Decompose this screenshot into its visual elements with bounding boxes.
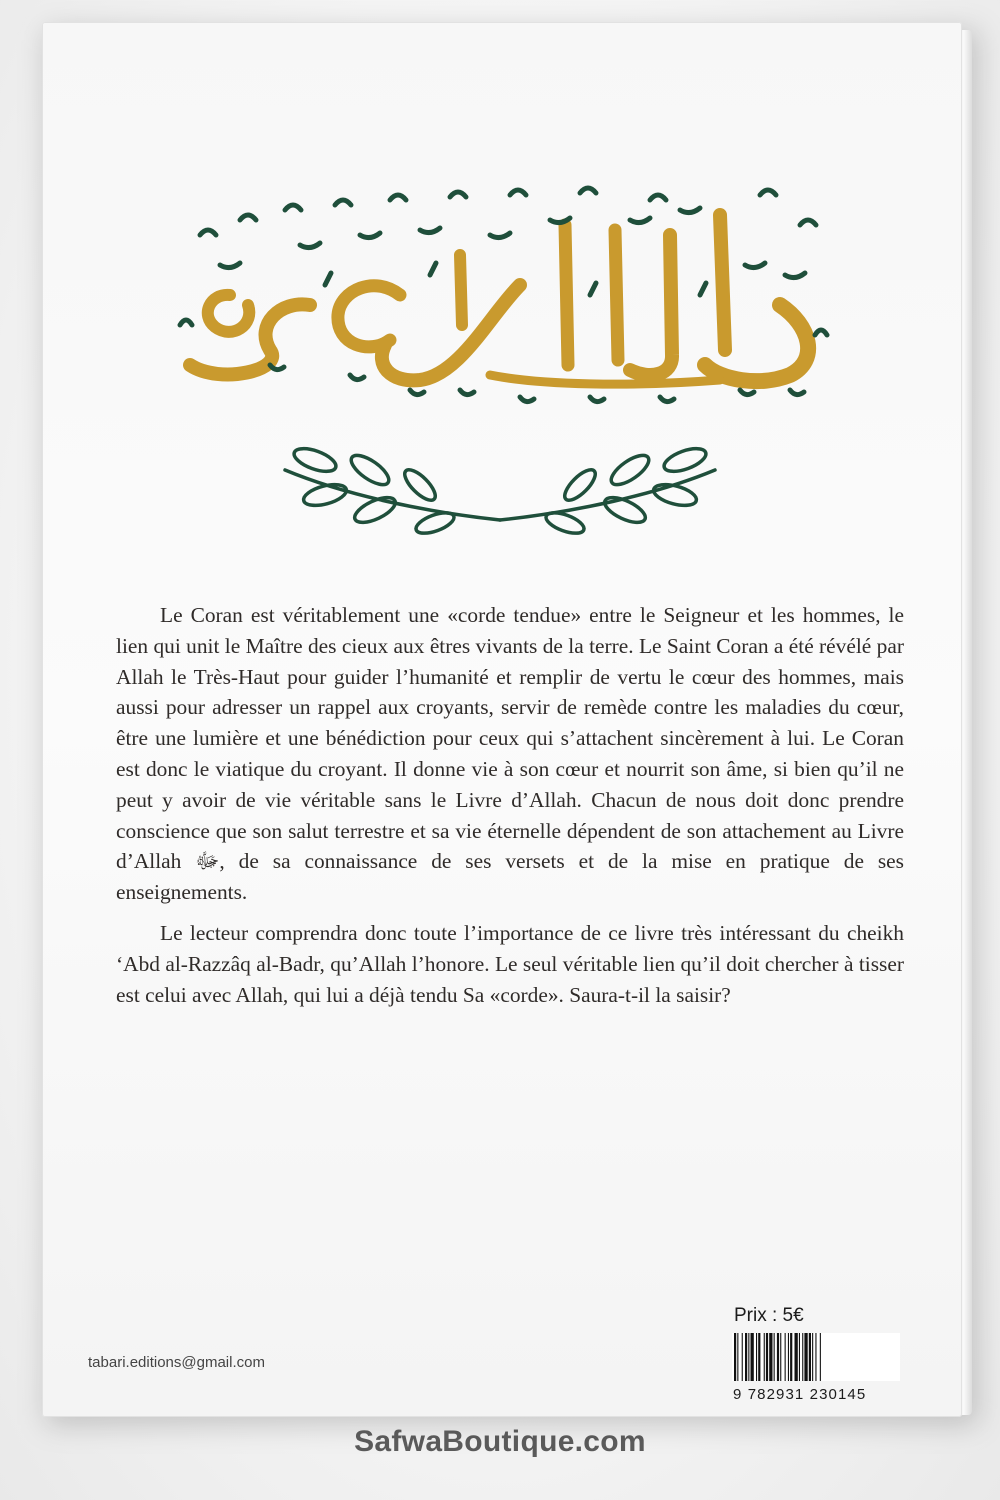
barcode-bar — [799, 1333, 800, 1381]
barcode-bar — [788, 1333, 789, 1381]
barcode-bar — [745, 1333, 747, 1381]
barcode-bar — [809, 1333, 811, 1381]
barcode-bar — [737, 1333, 738, 1381]
barcode-bar — [777, 1333, 779, 1381]
calligraphy-gold-letters — [190, 215, 808, 384]
barcode-bar — [795, 1333, 798, 1381]
barcode-bar — [734, 1333, 736, 1381]
barcode — [732, 1333, 900, 1381]
laurel-branches-ornament — [265, 440, 735, 540]
barcode-bar — [748, 1333, 749, 1381]
barcode-bar — [766, 1333, 768, 1381]
blurb-paragraph-2: Le lecteur comprendra donc toute l’importance de ce livre très intéressant du cheikh ‘Abd al-Razzâq al-Badr, qu’Allah l’honore. Le seul véritable lien qu’il doit chercher à tisser est celui avec Allah, qui lui a déjà tendu Sa «corde». Saura-t-il la saisir? — [116, 920, 904, 1007]
barcode-bar — [774, 1333, 775, 1381]
barcode-bar — [751, 1333, 754, 1381]
barcode-bar — [785, 1333, 786, 1381]
publisher-email: tabari.editions@gmail.com — [88, 1354, 265, 1371]
isbn-number: 9 782931 230145 — [733, 1386, 867, 1403]
barcode-bar — [802, 1333, 803, 1381]
barcode-bar — [790, 1333, 792, 1381]
barcode-bar — [742, 1333, 743, 1381]
barcode-bar — [815, 1333, 816, 1381]
barcode-bar — [756, 1333, 757, 1381]
price-label: Prix : 5€ — [734, 1305, 804, 1326]
barcode-bar — [820, 1333, 821, 1381]
blurb-paragraph-1: Le Coran est véritablement une «corde tendue» entre le Seigneur et les hommes, le lien qui unit le Maître des cieux aux êtres vivants de la terre. Le Saint Coran a été révélé par Allah le Très-Haut pour guider l’humanité et remplir de vertu le cœur des hommes, mais aussi pour adresser un rappel aux croyants, servir de remède contre les maladies du cœur, être une lumière et une bénédiction pour ceux qui s’attachent sincèrement à lui. Le Coran est donc le viatique du croyant. Il donne vie à son cœur et nourrit son âme, si bien qu’il ne peut y avoir de vie véritable sans le Livre d’Allah. Chacun de nous doit donc prendre conscience que son salut terrestre et sa vie éternelle dépendent de son attachement au Livre d’Allah ﷻ, de sa connaissance de ses versets et de la mise en pratique de ses enseignements. — [116, 603, 904, 905]
barcode-bar — [758, 1333, 760, 1381]
barcode-bar — [769, 1333, 772, 1381]
barcode-bar — [764, 1333, 765, 1381]
barcode-bar — [812, 1333, 813, 1381]
watermark: SafwaBoutique.com — [354, 1425, 646, 1458]
arabic-calligraphy-title — [160, 175, 830, 415]
barcode-bar — [804, 1333, 807, 1381]
barcode-bar — [780, 1333, 781, 1381]
back-cover-blurb — [116, 600, 904, 1020]
